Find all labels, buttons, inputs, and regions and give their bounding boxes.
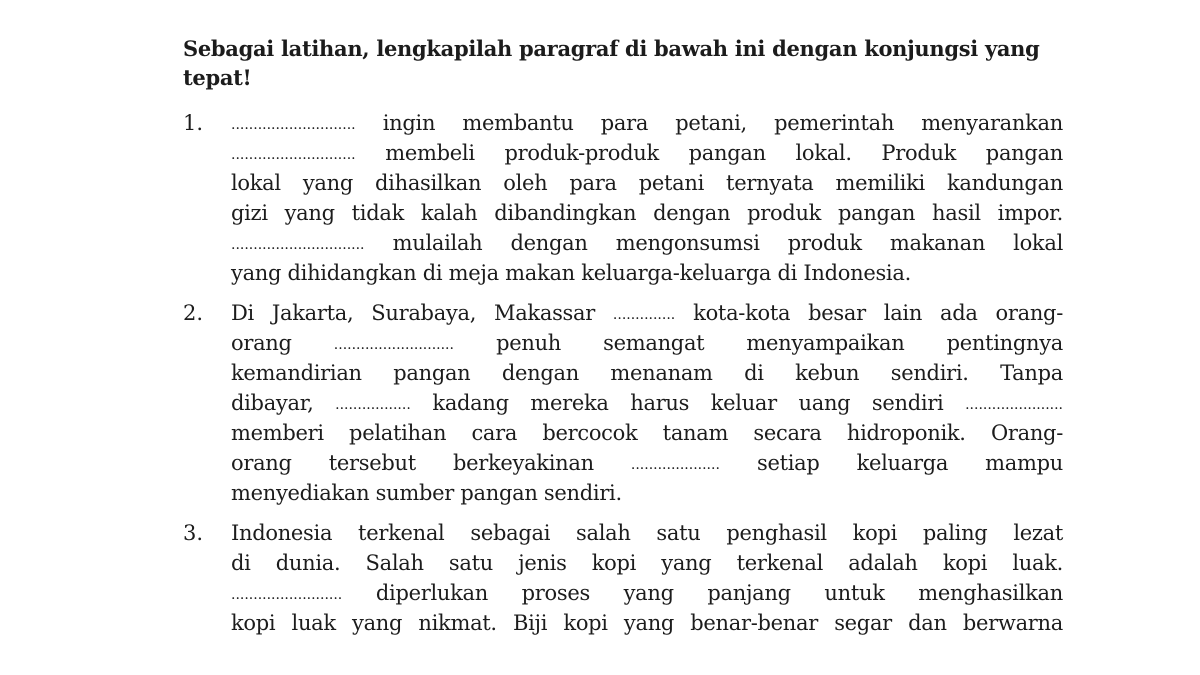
item-line: ............................ membeli produk-produk pangan lokal. Produk pangan: [231, 141, 1063, 165]
item-line: di dunia. Salah satu jenis kopi yang terkenal adalah kopi luak.: [231, 551, 1063, 575]
item-line: memberi pelatihan cara bercocok tanam secara hidroponik. Orang-: [231, 421, 1063, 445]
item-number: 1.: [183, 111, 204, 135]
item-line: lokal yang dihasilkan oleh para petani ternyata memiliki kandungan: [231, 171, 1063, 195]
blank-fill: ...........................: [333, 337, 454, 353]
blank-fill: ..............: [612, 307, 676, 323]
blank-fill: ............................: [231, 117, 356, 133]
blank-fill: ..............................: [231, 237, 365, 253]
item-number: 2.: [183, 301, 204, 325]
item-line: gizi yang tidak kalah dibandingkan dengan produk pangan hasil impor.: [231, 201, 1063, 225]
blank-fill: ....................: [630, 457, 720, 473]
item-line: kopi luak yang nikmat. Biji kopi yang benar-benar segar dan berwarna: [231, 611, 1063, 635]
blank-fill: ............................: [231, 147, 356, 163]
item-line: yang dihidangkan di meja makan keluarga-keluarga di Indonesia.: [231, 261, 911, 285]
exercise-instruction: Sebagai latihan, lengkapilah paragraf di bawah ini dengan konjungsi yang tepat!: [183, 36, 1040, 90]
item-line: ......................... diperlukan proses yang panjang untuk menghasilkan: [231, 581, 1063, 605]
item-line: menyediakan sumber pangan sendiri.: [231, 481, 622, 505]
item-line: Indonesia terkenal sebagai salah satu penghasil kopi paling lezat: [231, 521, 1063, 545]
item-line: kemandirian pangan dengan menanam di kebun sendiri. Tanpa: [231, 361, 1063, 385]
item-line: dibayar, ................. kadang mereka harus keluar uang sendiri ......................: [231, 391, 1063, 415]
item-line: orang ........................... penuh semangat menyampaikan pentingnya: [231, 331, 1063, 355]
blank-fill: .........................: [231, 587, 343, 603]
item-number: 3.: [183, 521, 204, 545]
item-line: Di Jakarta, Surabaya, Makassar .............. kota-kota besar lain ada orang-: [231, 301, 1063, 325]
item-line: orang tersebut berkeyakinan .................... setiap keluarga mampu: [231, 451, 1063, 475]
item-line: ............................ ingin membantu para petani, pemerintah menyarankan: [231, 111, 1063, 135]
item-line: .............................. mulailah dengan mengonsumsi produk makanan lokal: [231, 231, 1063, 255]
blank-fill: ......................: [965, 397, 1063, 413]
blank-fill: .................: [335, 397, 411, 413]
